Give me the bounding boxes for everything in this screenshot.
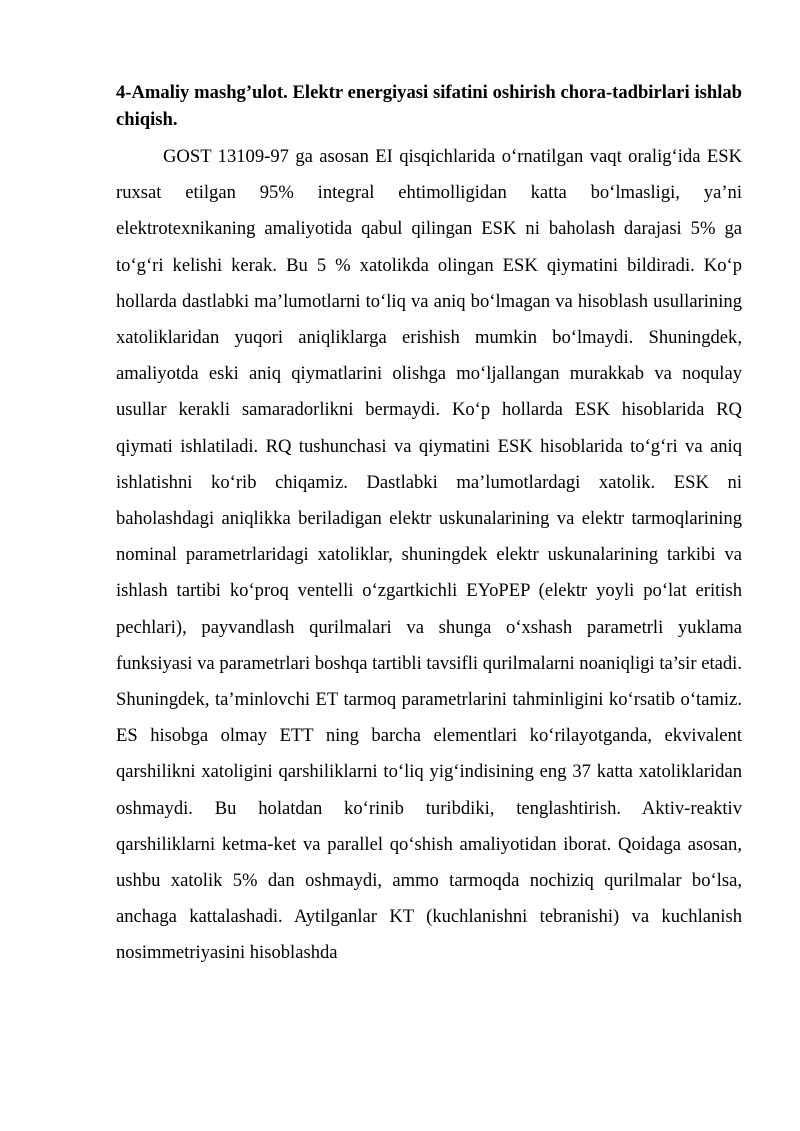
- section-heading: 4-Amaliy mashg’ulot. Elektr energiyasi sifatini oshirish chora-tadbirlari ishlab chiqish.: [116, 82, 742, 130]
- body-paragraph: GOST 13109-97 ga asosan EI qisqichlarida o‘rnatilgan vaqt oralig‘ida ESK ruxsat etilgan 95% integral ehtimolligidan katta bo‘lmasligi, ya’ni elektrotexnikaning amaliyotida qabul qilingan ESK ni baholash darajasi 5% ga to‘g‘ri kelishi kerak. Bu 5 % xatolikda olingan ESK qiymatini bildiradi. Ko‘p hollarda dastlabki ma’lumotlarni to‘liq va aniq bo‘lmagan va hisoblash usullarining xatoliklaridan yuqori aniqliklarga erishish mumkin bo‘lmaydi. Shuningdek, amaliyotda eski aniq qiymatlarini olishga mo‘ljallangan murakkab va noqulay usullar kerakli samaradorlikni bermaydi. Ko‘p hollarda ESK hisoblarida RQ qiymati ishlatiladi. RQ tushunchasi va qiymatini ESK hisoblarida to‘g‘ri va aniq ishlatishni ko‘rib chiqamiz. Dastlabki ma’lumotlardagi xatolik. ESK ni baholashdagi aniqlikka beriladigan elektr uskunalarining va elektr tarmoqlarining nominal parametrlaridagi xatoliklar, shuningdek elektr uskunalarining tarkibi va ishlash tartibi ko‘proq ventelli o‘zgartkichli EYoPEP (elektr yoyli po‘lat eritish pechlari), payvandlash qurilmalari va shunga o‘xshash parametrli yuklama funksiyasi va parametrlari boshqa tartibli tavsifli qurilmalarni noaniqligi ta’sir etadi. Shuningdek, ta’minlovchi ET tarmoq parametrlarini tahminligini ko‘rsatib o‘tamiz. ES hisobga olmay ETT ning barcha elementlari ko‘rilayotganda, ekvivalent qarshilikni xatoligini qarshiliklarni to‘liq yig‘indisining eng 37 katta xatoliklaridan oshmaydi. Bu holatdan ko‘rinib turibdiki, tenglashtirish. Aktiv-reaktiv qarshiliklarni ketma-ket va parallel qo‘shish amaliyotidan iborat. Qoidaga asosan, ushbu xatolik 5% dan oshmaydi, ammo tarmoqda nochiziq qurilmalar bo‘lsa, anchaga kattalashadi. Aytilganlar KT (kuchlanishni tebranishi) va kuchlanish nosimmetriyasini hisoblashda: [116, 146, 742, 964]
